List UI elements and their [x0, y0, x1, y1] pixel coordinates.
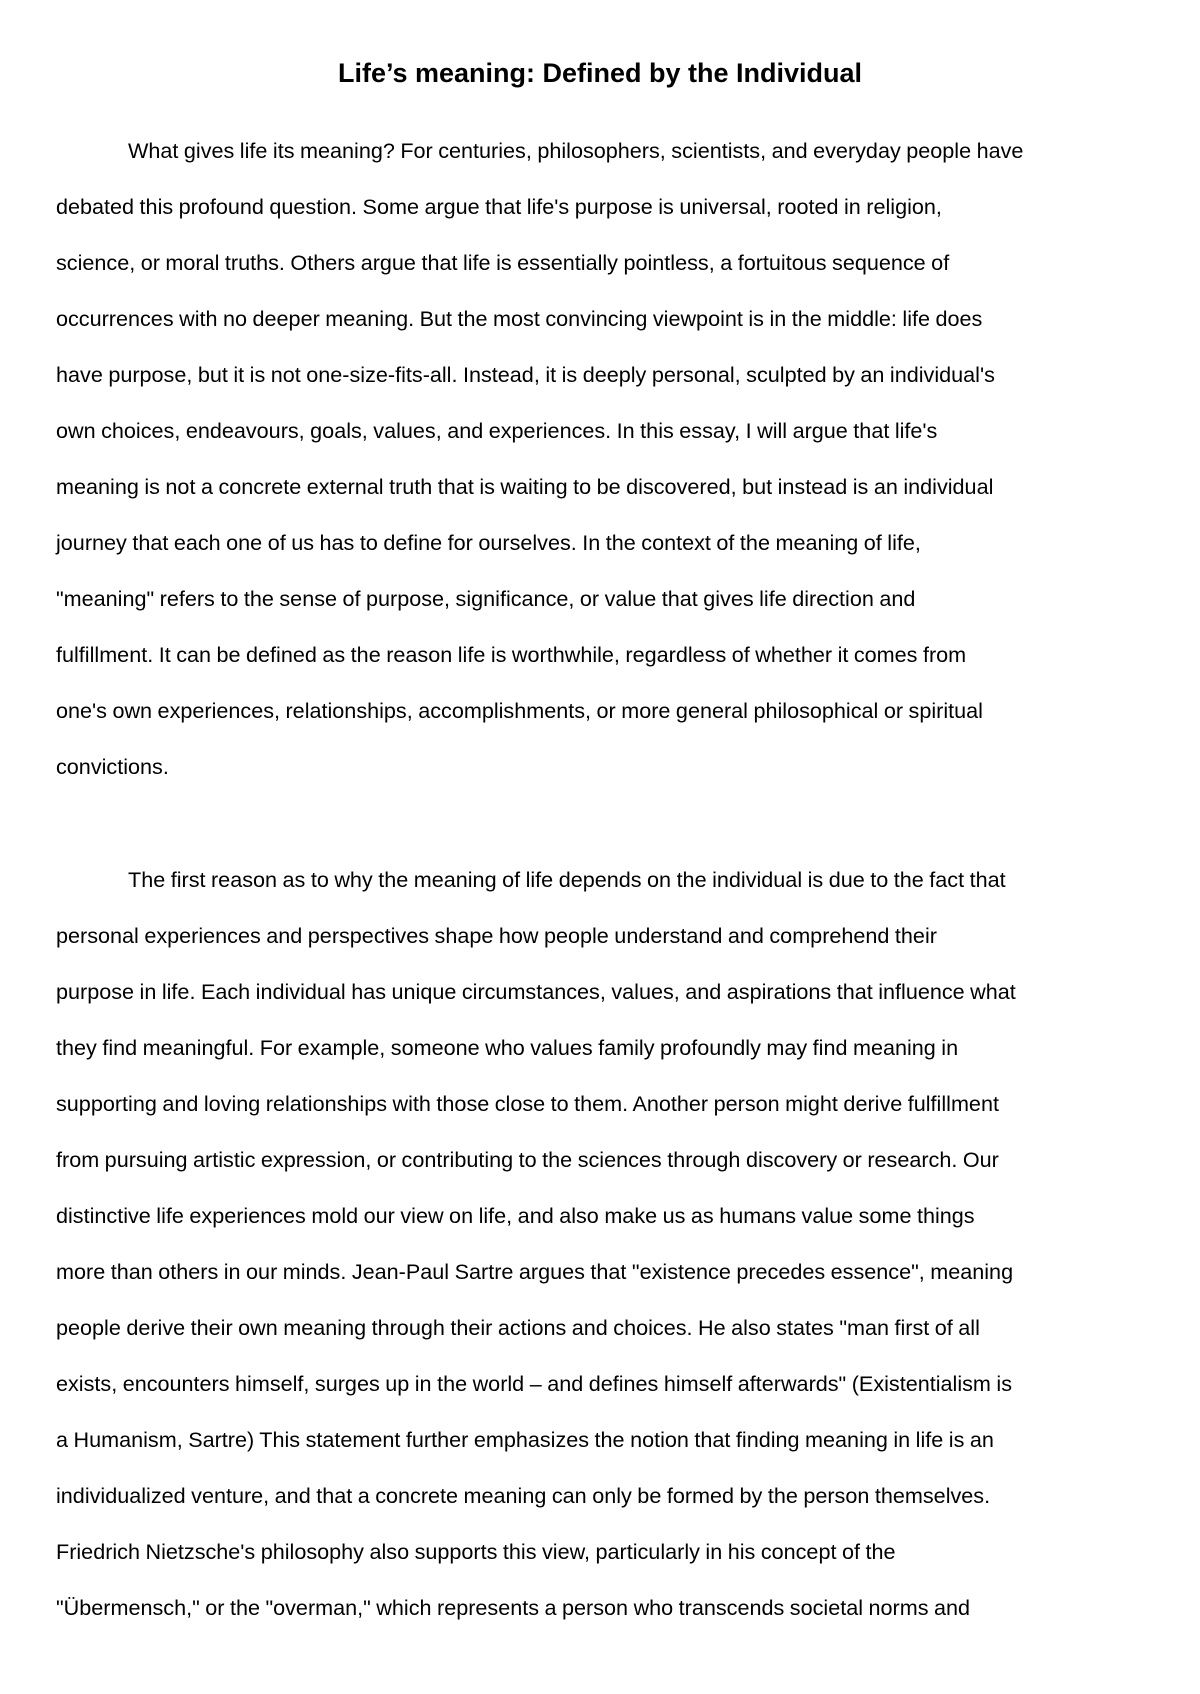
paragraph-line: have purpose, but it is not one-size-fits-all. Instead, it is deeply personal, sculpted by an individual's — [56, 362, 995, 387]
paragraph-line: people derive their own meaning through their actions and choices. He also states "man first of all — [56, 1315, 980, 1340]
paragraph-line: more than others in our minds. Jean-Paul Sartre argues that "existence precedes essence", meaning — [56, 1259, 1014, 1284]
paragraph-line: science, or moral truths. Others argue that life is essentially pointless, a fortuitous sequence of — [56, 250, 950, 275]
paragraph-line: "Übermensch," or the "overman," which represents a person who transcends societal norms and — [56, 1595, 971, 1620]
paragraph-introduction — [56, 123, 1156, 795]
paragraph-line: journey that each one of us has to define for ourselves. In the context of the meaning of life, — [56, 530, 921, 555]
paragraph-line: individualized venture, and that a concrete meaning can only be formed by the person themselves. — [56, 1483, 991, 1508]
paragraph-line: one's own experiences, relationships, accomplishments, or more general philosophical or spiritual — [56, 698, 983, 723]
paragraph-line: fulfillment. It can be defined as the reason life is worthwhile, regardless of whether it comes from — [56, 642, 967, 667]
paragraph-line: they find meaningful. For example, someone who values family profoundly may find meaning in — [56, 1035, 959, 1060]
paragraph-line: own choices, endeavours, goals, values, and experiences. In this essay, I will argue that life's — [56, 418, 938, 443]
paragraph-line: debated this profound question. Some argue that life's purpose is universal, rooted in religion, — [56, 194, 942, 219]
paragraph-first-reason — [56, 852, 1156, 1636]
paragraph-line: distinctive life experiences mold our view on life, and also make us as humans value some things — [56, 1203, 975, 1228]
paragraph-line: from pursuing artistic expression, or contributing to the sciences through discovery or research. Our — [56, 1147, 999, 1172]
paragraph-line: occurrences with no deeper meaning. But the most convincing viewpoint is in the middle: life does — [56, 306, 983, 331]
paragraph-line: convictions. — [56, 754, 169, 779]
paragraph-line: Friedrich Nietzsche's philosophy also supports this view, particularly in his concept of the — [56, 1539, 896, 1564]
paragraph-line: exists, encounters himself, surges up in the world – and defines himself afterwards" (Existentialism is — [56, 1371, 1013, 1396]
paragraph-line: "meaning" refers to the sense of purpose, significance, or value that gives life direction and — [56, 586, 916, 611]
paragraph-line: meaning is not a concrete external truth that is waiting to be discovered, but instead is an individual — [56, 474, 994, 499]
document-title: Life’s meaning: Defined by the Individual — [337, 58, 863, 88]
paragraph-line: purpose in life. Each individual has unique circumstances, values, and aspirations that influence what — [56, 979, 1016, 1004]
paragraph-line: The first reason as to why the meaning of life depends on the individual is due to the fact that — [128, 867, 1006, 892]
paragraph-line: personal experiences and perspectives shape how people understand and comprehend their — [56, 923, 937, 948]
paragraph-line: What gives life its meaning? For centuries, philosophers, scientists, and everyday people have — [128, 138, 1024, 163]
paragraph-line: a Humanism, Sartre) This statement further emphasizes the notion that finding meaning in life is an — [56, 1427, 994, 1452]
paragraph-line: supporting and loving relationships with those close to them. Another person might derive fulfillment — [56, 1091, 999, 1116]
